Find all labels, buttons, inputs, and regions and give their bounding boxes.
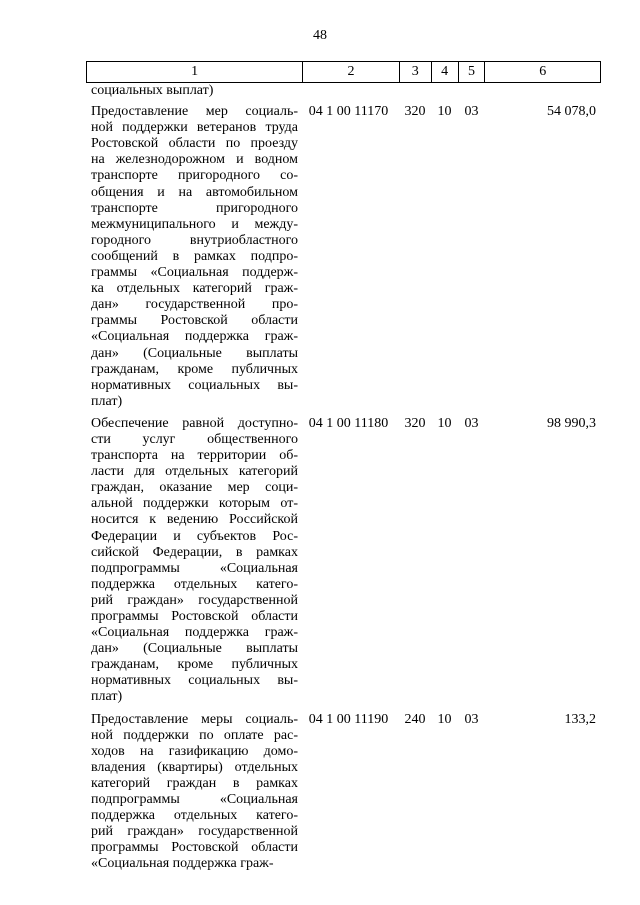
table-rows [86,104,601,872]
description-line: программы Ростовской области [91,840,298,856]
continuation-text: социальных выплат) [91,83,214,98]
description-line: владения (квартиры) отдельных [91,759,298,775]
row-subsection: 03 [464,711,479,727]
description-line: транспорте пригородного со- [91,168,298,184]
description-line: рий граждан» государственной [91,824,298,840]
description-line: граждан, оказание мер соци- [91,480,298,496]
description-line: гражданам, кроме публичных [91,657,298,673]
description-line: дан» (Социальные выплаты [91,345,298,361]
description-line: межмуниципального и между- [91,216,298,232]
header-col-1: 1 [191,64,199,79]
description-line: Предоставление меры социаль- [91,711,298,727]
row-amount: 133,2 [564,711,596,727]
table-row [86,416,601,706]
description-line: Обеспечение равной доступно- [91,415,298,431]
description-line: плат) [91,689,123,705]
description-line: общения и на автомобильном [91,184,298,200]
description-line: дан» (Социальные выплаты [91,641,298,657]
continuation-row [86,83,601,99]
description-line: поддержка отдельных катего- [91,576,298,592]
description-line: сийской Федерации, в рамках [91,544,298,560]
row-target-code: 04 1 00 11190 [308,711,389,727]
description-line: подпрограммы «Социальная [91,560,298,576]
description-line: ласти для отдельных категорий [91,464,298,480]
row-section: 10 [437,711,452,727]
header-col-4: 4 [431,62,458,82]
row-section: 10 [437,104,452,120]
description-line: Предоставление мер социаль- [91,104,298,120]
row-expense-type: 240 [404,711,426,727]
description-line: «Социальная поддержка граж- [91,856,274,872]
page-number: 48 [313,28,327,43]
row-description [86,104,302,410]
description-line: граммы Ростовской области [91,313,298,329]
description-line: «Социальная поддержка граж- [91,625,298,641]
description-line: на железнодорожном и водном [91,152,298,168]
row-expense-type: 320 [404,104,426,120]
row-target-code: 04 1 00 11180 [308,415,389,431]
table-body [86,83,601,879]
table-row [86,104,601,410]
row-description [86,712,302,873]
description-line: сообщений в рамках подпро- [91,248,298,264]
row-amount: 98 990,3 [547,415,596,431]
row-expense-type: 320 [404,415,426,431]
description-line: нормативных социальных вы- [91,673,298,689]
description-line: альной поддержки которым от- [91,496,298,512]
row-section: 10 [437,415,452,431]
description-line: нормативных социальных вы- [91,377,298,393]
description-line: «Социальная поддержка граж- [91,329,298,345]
header-col-2: 2 [302,62,399,82]
description-line: сти услуг общественного [91,431,298,447]
description-line: дан» государственной про- [91,297,298,313]
header-col-5: 5 [458,62,485,82]
description-line: ной поддержки ветеранов труда [91,120,298,136]
header-col-3: 3 [399,62,431,82]
description-line: ка отдельных категорий граж- [91,281,298,297]
description-line: категорий граждан в рамках [91,775,298,791]
description-line: граммы «Социальная поддерж- [91,265,298,281]
description-line: городного внутриобластного [91,232,298,248]
description-line: носится к ведению Российской [91,512,298,528]
table-header [86,61,601,83]
row-target-code: 04 1 00 11170 [308,104,389,120]
description-line: программы Ростовской области [91,609,298,624]
row-subsection: 03 [464,415,479,431]
description-line: Ростовской области по проезду [91,136,298,152]
description-line: транспорте пригородного [91,200,298,216]
description-line: ходов на газификацию домо- [91,743,298,759]
description-line: Федерации и субъектов Рос- [91,528,298,544]
description-line: рий граждан» государственной [91,592,298,608]
table-row [86,712,601,873]
description-line: ной поддержки по оплате рас- [91,727,298,743]
row-subsection: 03 [464,104,479,120]
description-line: транспорта на территории об- [91,448,298,464]
row-amount: 54 078,0 [547,104,596,120]
description-line: подпрограммы «Социальная [91,792,298,808]
description-line: гражданам, кроме публичных [91,361,298,377]
header-col-6: 6 [484,62,600,82]
description-line: поддержка отдельных катего- [91,808,298,824]
row-description [86,416,302,706]
description-line: плат) [91,393,123,409]
